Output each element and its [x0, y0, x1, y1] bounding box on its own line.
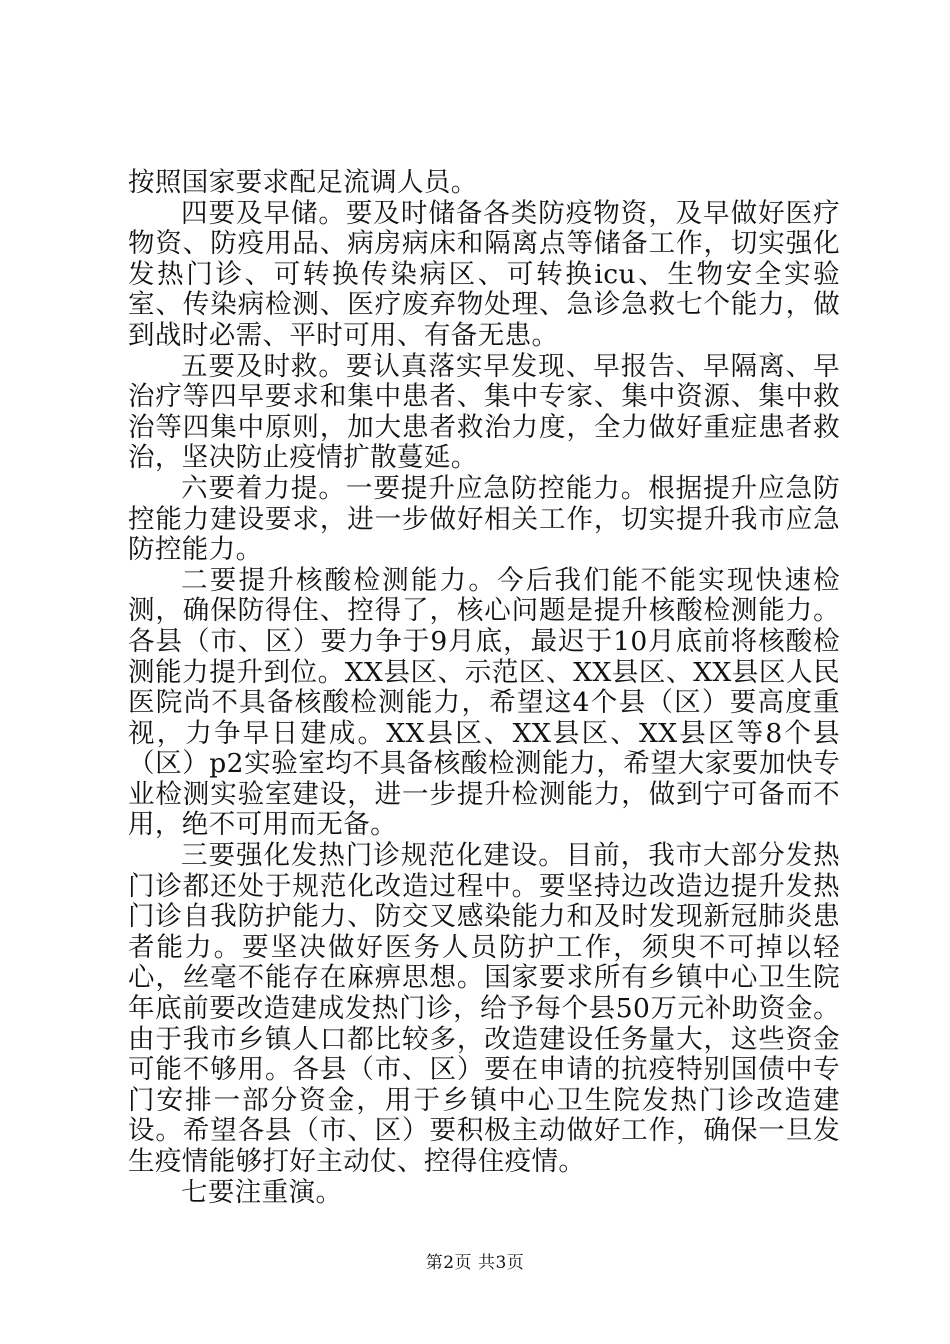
paragraph-item-7: 七要注重演。 [181, 1176, 343, 1208]
page-number-footer: 第2页 共3页 [425, 1253, 525, 1273]
paragraph-item-6: 六要着力提。一要提升应急防控能力。根据提升应急防控能力建设要求，进一步做好相关工作，切实提升我市应急防控能力。 [128, 472, 840, 566]
paragraph-nucleic-acid-testing: 二要提升核酸检测能力。今后我们能不能实现快速检测，确保防得住、控得了，核心问题是提升核酸检测能力。各县（市、区）要力争于9月底，最迟于10月底前将核酸检测能力提升到位。XX县区、示范区、XX县区、XX县区人民医院尚不具备核酸检测能力，希望这4个县（区）要高度重视，力争早日建成。XX县区、XX县区、XX县区等8个县（区）p2实验室均不具备核酸检测能力，希望大家要加快专业检测实验室建设，进一步提升检测能力，做到宁可备而不用，绝不可用而无备。 [128, 564, 840, 841]
paragraph-item-5: 五要及时救。要认真落实早发现、早报告、早隔离、早治疗等四早要求和集中患者、集中专家、集中资源、集中救治等四集中原则，加大患者救治力度，全力做好重症患者救治，坚决防止疫情扩散蔓延。 [128, 350, 840, 474]
paragraph-continuation: 按照国家要求配足流调人员。 [128, 167, 478, 198]
paragraph-item-4: 四要及早储。要及时储备各类防疫物资，及早做好医疗物资、防疫用品、病房病床和隔离点等储备工作，切实强化发热门诊、可转换传染病区、可转换icu、生物安全实验室、传染病检测、医疗废弃物处理、急诊急救七个能力，做到战时必需、平时可用、有备无患。 [128, 197, 840, 351]
paragraph-fever-clinic: 三要强化发热门诊规范化建设。目前，我市大部分发热门诊都还处于规范化改造过程中。要坚持边改造边提升发热门诊自我防护能力、防交叉感染能力和及时发现新冠肺炎患者能力。要坚决做好医务人员防护工作，须臾不可掉以轻心，丝毫不能存在麻痹思想。国家要求所有乡镇中心卫生院年底前要改造建成发热门诊，给予每个县50万元补助资金。由于我市乡镇人口都比较多，改造建设任务量大，这些资金可能不够用。各县（市、区）要在申请的抗疫特别国债中专门安排一部分资金，用于乡镇中心卫生院发热门诊改造建设。希望各县（市、区）要积极主动做好工作，确保一旦发生疫情能够打好主动仗、控得住疫情。 [128, 840, 840, 1177]
document-body [128, 168, 840, 1208]
